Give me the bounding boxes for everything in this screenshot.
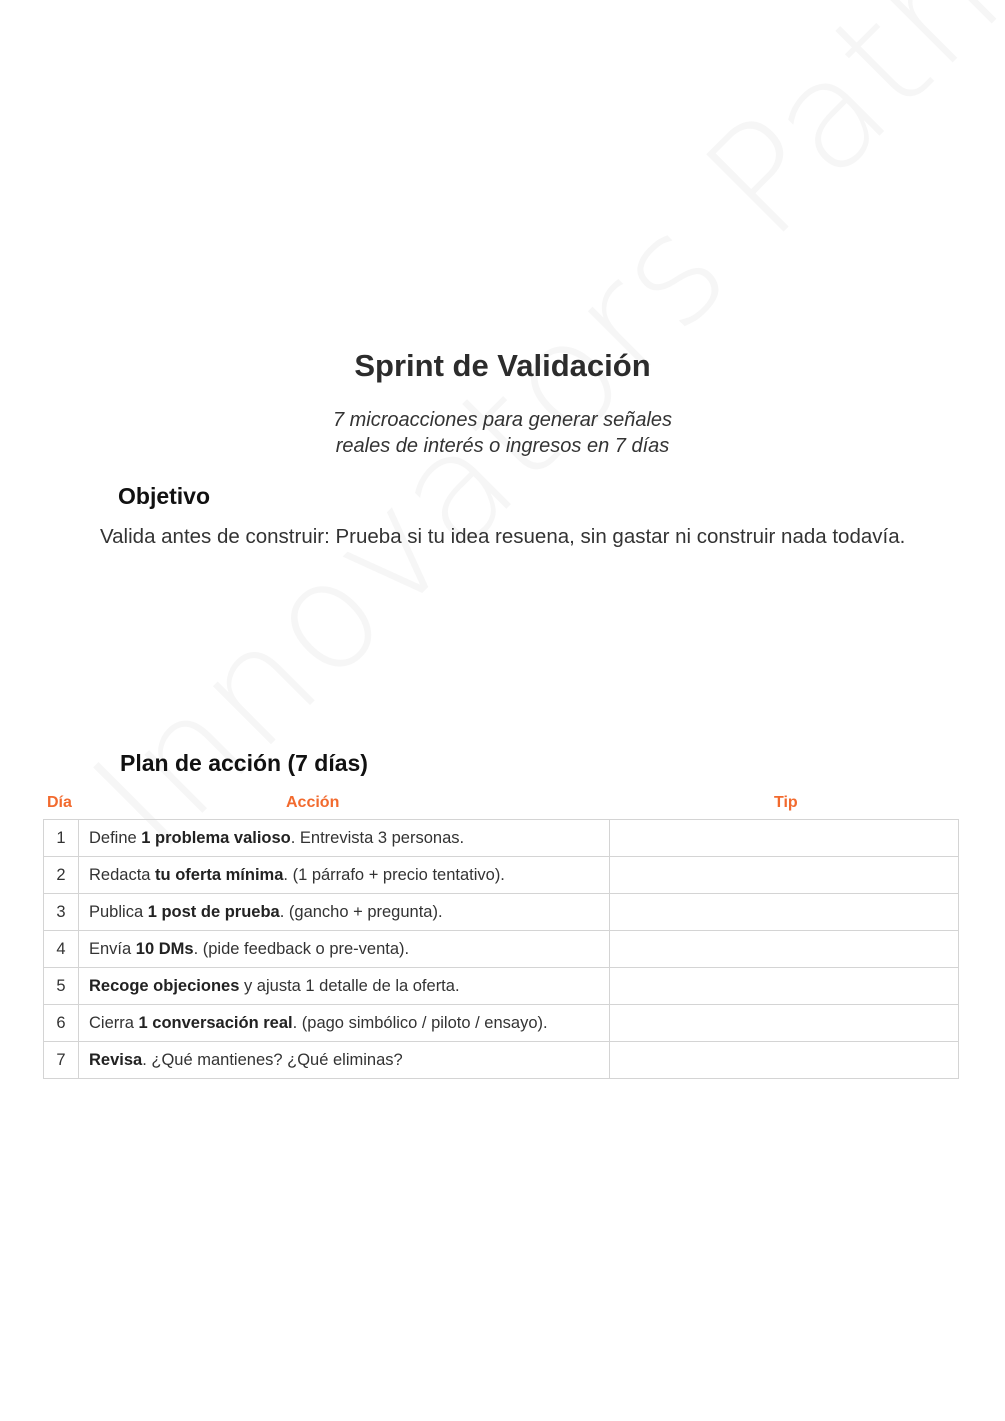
action-cell: [79, 857, 610, 894]
action-plan-table: [43, 819, 959, 1079]
day-number: 6: [44, 1005, 79, 1042]
table-row: [44, 1042, 959, 1079]
tip-cell: [610, 1042, 959, 1079]
tip-cell: [610, 1005, 959, 1042]
action-text-bold: 1 post de prueba: [147, 902, 280, 921]
subtitle-line-1: 7 microacciones para generar señales: [332, 409, 673, 431]
action-cell: [79, 820, 610, 857]
action-text-bold: Recoge objeciones: [89, 976, 240, 995]
objetivo-heading: Objetivo: [118, 483, 211, 509]
action-text-after: . ¿Qué mantienes? ¿Qué eliminas?: [142, 1050, 403, 1069]
column-header-dia: Día: [47, 794, 72, 811]
action-text-before: Publica: [89, 902, 148, 921]
action-text-before: Cierra: [89, 1013, 139, 1032]
column-header-tip: Tip: [774, 794, 798, 811]
day-number: 2: [44, 857, 79, 894]
day-number: 3: [44, 894, 79, 931]
action-text-after: . Entrevista 3 personas.: [290, 828, 465, 847]
tip-cell: [610, 968, 959, 1005]
subtitle-line-2: reales de interés o ingresos en 7 días: [335, 435, 670, 457]
tip-cell: [610, 857, 959, 894]
action-text-bold: 10 DMs: [135, 939, 194, 958]
action-text-bold: 1 problema valioso: [141, 828, 291, 847]
tip-cell: [610, 931, 959, 968]
action-text-after: . (gancho + pregunta).: [279, 902, 443, 921]
day-number: 1: [44, 820, 79, 857]
table-row: [44, 931, 959, 968]
action-text-bold: tu oferta mínima: [155, 865, 284, 884]
action-cell: [79, 968, 610, 1005]
table-row: [44, 968, 959, 1005]
day-number: 5: [44, 968, 79, 1005]
action-cell: [79, 1042, 610, 1079]
table-row: [44, 857, 959, 894]
action-text-bold: 1 conversación real: [138, 1013, 293, 1032]
action-text-after: y ajusta 1 detalle de la oferta.: [239, 976, 460, 995]
table-row: [44, 820, 959, 857]
page-title: Sprint de Validación: [354, 348, 651, 383]
objetivo-text: Valida antes de construir: Prueba si tu idea resuena, sin gastar ni construir nada todavía.: [100, 525, 906, 548]
action-text-before: Redacta: [89, 865, 156, 884]
day-number: 4: [44, 931, 79, 968]
action-text-after: . (pago simbólico / piloto / ensayo).: [292, 1013, 548, 1032]
table-row: [44, 894, 959, 931]
action-cell: [79, 1005, 610, 1042]
day-number: 7: [44, 1042, 79, 1079]
action-text-before: Define: [89, 828, 142, 847]
page-subtitle: [0, 407, 1005, 459]
action-text-after: . (1 párrafo + precio tentativo).: [283, 865, 505, 884]
column-header-accion: Acción: [286, 794, 340, 811]
plan-heading: Plan de acción (7 días): [120, 750, 368, 776]
tip-cell: [610, 820, 959, 857]
table-row: [44, 1005, 959, 1042]
action-text-before: Envía: [89, 939, 136, 958]
action-cell: [79, 931, 610, 968]
tip-cell: [610, 894, 959, 931]
action-text-after: . (pide feedback o pre-venta).: [193, 939, 410, 958]
action-text-bold: Revisa: [89, 1050, 143, 1069]
action-cell: [79, 894, 610, 931]
